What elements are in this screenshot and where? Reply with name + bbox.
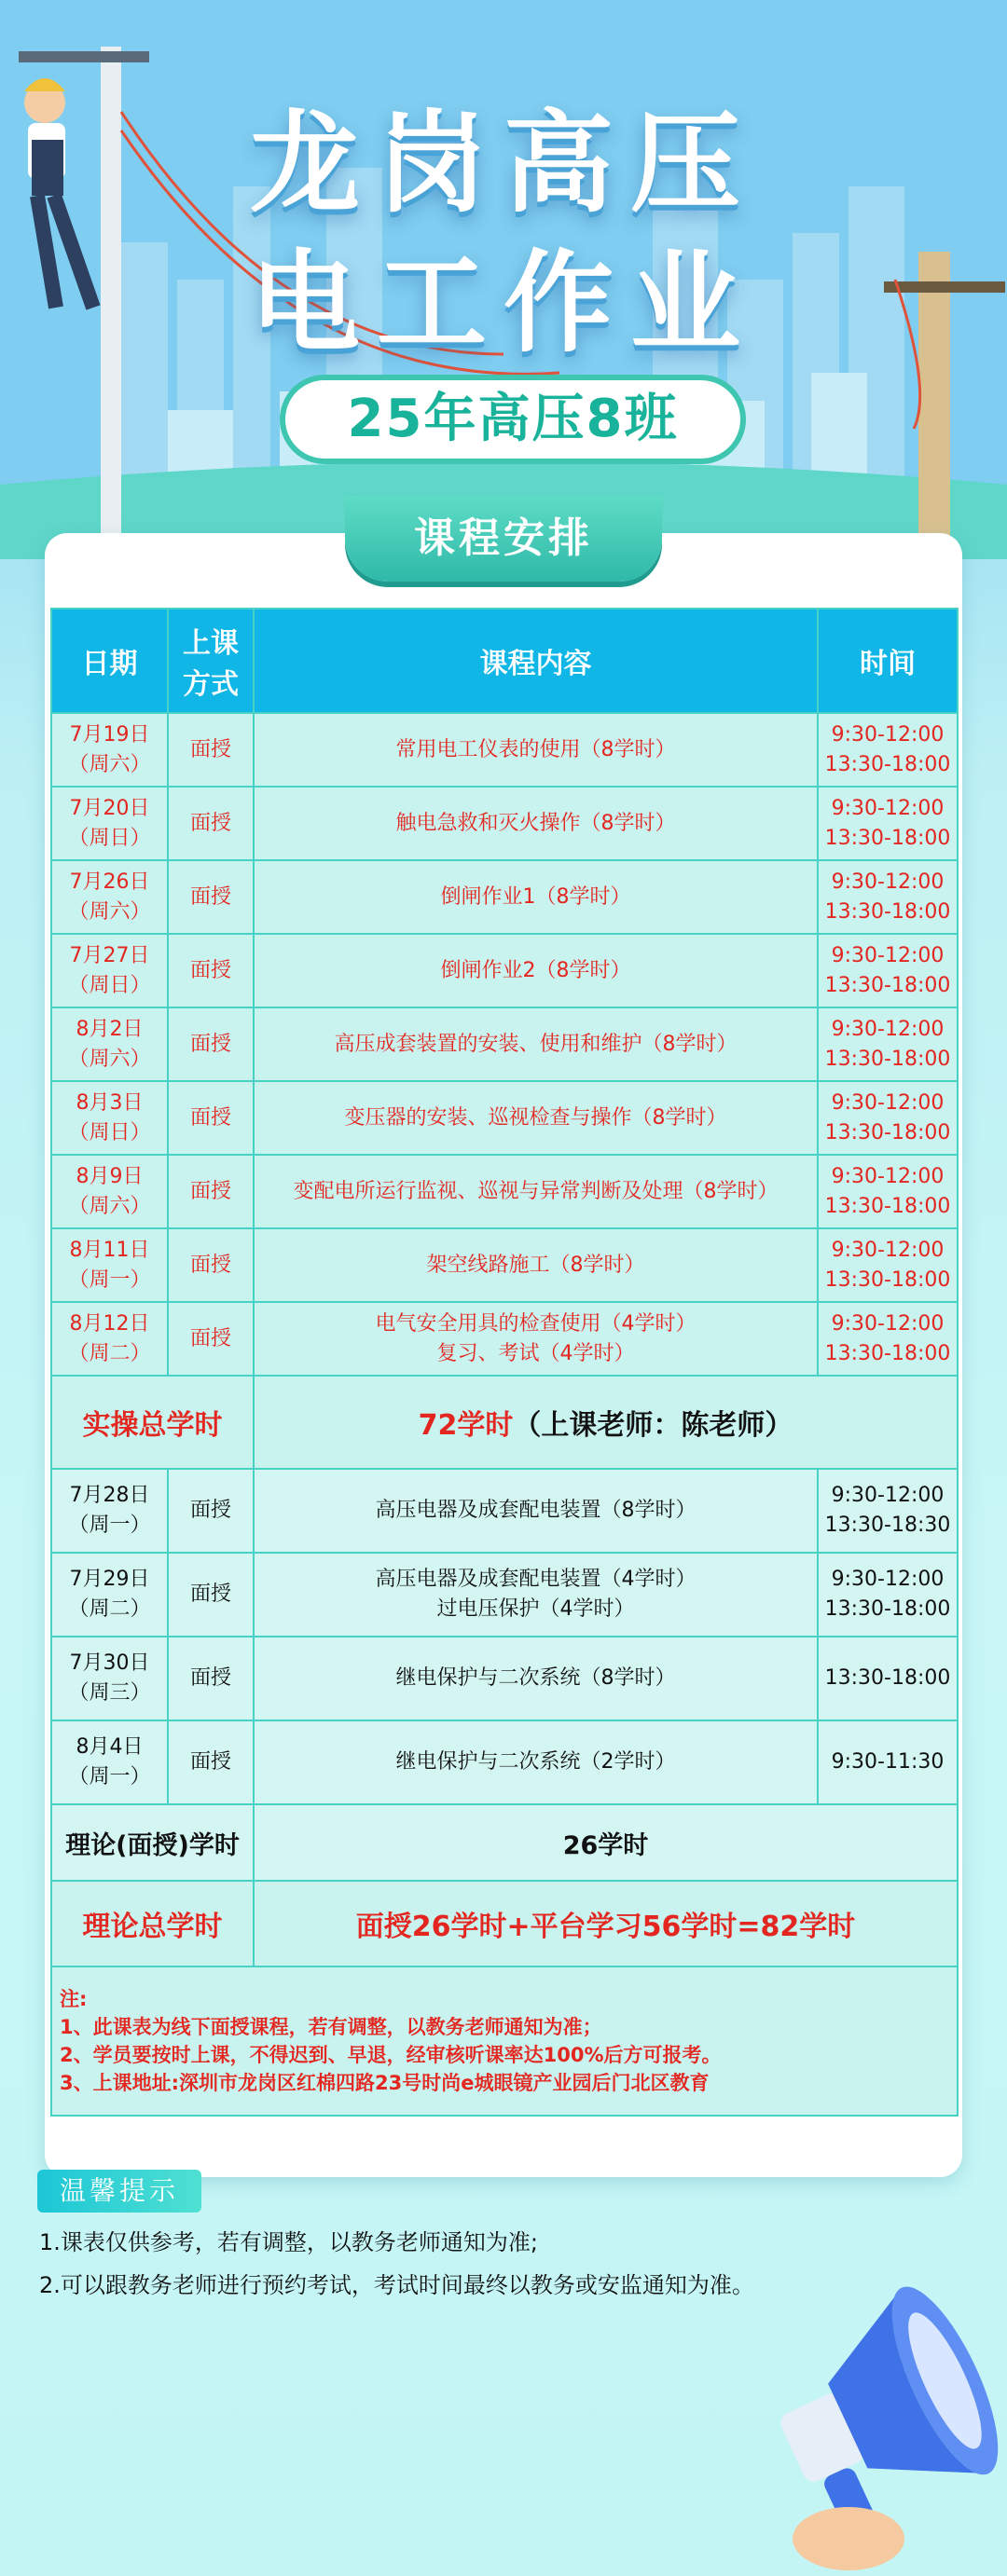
date-text: 8月12日 [69, 1311, 150, 1336]
content-cell [254, 1720, 818, 1804]
practical-total-label: 实操总学时 [51, 1376, 254, 1469]
mode-cell: 面授 [168, 860, 254, 934]
time-line: 9:30-12:00 [831, 1238, 945, 1262]
time-cell [818, 860, 958, 934]
weekday-text: （周日） [68, 826, 151, 850]
schedule-row [51, 860, 958, 934]
date-text: 7月30日 [69, 1651, 150, 1675]
date-cell [51, 1553, 168, 1637]
schedule-row [51, 1081, 958, 1155]
time-line: 9:30-12:00 [831, 1017, 945, 1041]
mode-cell: 面授 [168, 934, 254, 1007]
schedule-row [51, 1637, 958, 1720]
time-line: 13:30-18:00 [824, 1341, 951, 1365]
table-header-row [51, 609, 958, 713]
time-cell [818, 1155, 958, 1228]
date-cell [51, 787, 168, 860]
time-line: 9:30-12:00 [831, 722, 945, 747]
schedule-row [51, 1155, 958, 1228]
date-text: 8月2日 [76, 1017, 144, 1041]
content-cell [254, 1469, 818, 1553]
mode-cell: 面授 [168, 1553, 254, 1637]
time-line: 13:30-18:00 [824, 752, 951, 776]
note-line: 注: [60, 1988, 88, 2010]
date-cell [51, 1469, 168, 1553]
date-text: 7月27日 [69, 943, 150, 967]
content-line: 继电保护与二次系统（2学时） [395, 1750, 676, 1774]
section-title: 课程安排 [345, 496, 662, 582]
content-line: 高压电器及成套配电装置（4学时） [375, 1568, 697, 1591]
time-line: 9:30-12:00 [831, 1164, 945, 1188]
content-cell [254, 1553, 818, 1637]
mode-cell: 面授 [168, 1720, 254, 1804]
time-line: 9:30-12:00 [831, 1568, 945, 1591]
theory-face-label: 理论(面授)学时 [51, 1804, 254, 1881]
practical-total-row [51, 1376, 958, 1469]
schedule-row [51, 1228, 958, 1302]
mode-cell: 面授 [168, 1155, 254, 1228]
content-line: 过电压保护（4学时） [436, 1597, 635, 1621]
time-cell [818, 1553, 958, 1637]
theory-total-row [51, 1881, 958, 1966]
note-line: 1、此课表为线下面授课程，若有调整，以教务老师通知为准； [60, 2016, 602, 2038]
main-title-line2: 电工作业 [249, 239, 757, 367]
time-cell [818, 1637, 958, 1720]
hero-banner [0, 0, 1007, 559]
main-title-line1: 龙岗高压 [249, 99, 757, 227]
time-line: 13:30-18:00 [824, 1666, 951, 1690]
time-line: 9:30-12:00 [831, 870, 945, 894]
time-cell [818, 1081, 958, 1155]
date-text: 7月20日 [69, 796, 150, 820]
schedule-row [51, 934, 958, 1007]
content-cell [254, 1081, 818, 1155]
weekday-text: （周一） [68, 1267, 151, 1292]
header-content: 课程内容 [254, 609, 818, 713]
weekday-text: （周六） [68, 899, 151, 924]
mode-cell: 面授 [168, 713, 254, 787]
time-line: 9:30-12:00 [831, 943, 945, 967]
schedule-row [51, 713, 958, 787]
header-mode: 上课 方式 [168, 609, 254, 713]
date-cell [51, 1637, 168, 1720]
content-line: 架空线路施工（8学时） [426, 1253, 645, 1277]
content-cell [254, 1007, 818, 1081]
time-line: 13:30-18:00 [824, 1047, 951, 1071]
date-text: 7月28日 [69, 1484, 150, 1507]
content-cell [254, 1155, 818, 1228]
content-cell [254, 1637, 818, 1720]
weekday-text: （周日） [68, 973, 151, 997]
weekday-text: （周一） [68, 1765, 151, 1788]
theory-face-value: 26学时 [254, 1804, 958, 1881]
time-cell [818, 1720, 958, 1804]
weekday-text: （周六） [68, 752, 151, 776]
time-line: 9:30-12:00 [831, 1484, 945, 1507]
date-cell [51, 1007, 168, 1081]
weekday-text: （周三） [68, 1681, 151, 1705]
content-line: 高压成套装置的安装、使用和维护（8学时） [334, 1032, 738, 1056]
note-line: 2、学员要按时上课，不得迟到、早退，经审核听课率达100%后方可报考。 [60, 2044, 722, 2066]
date-cell [51, 1081, 168, 1155]
date-cell [51, 1720, 168, 1804]
time-cell [818, 713, 958, 787]
date-cell [51, 1155, 168, 1228]
note-line: 3、上课地址:深圳市龙岗区红棉四路23号时尚e城眼镜产业园后门北区教育 [60, 2072, 710, 2094]
time-line: 13:30-18:00 [824, 1120, 951, 1144]
content-cell [254, 787, 818, 860]
date-text: 8月9日 [76, 1164, 144, 1188]
weekday-text: （周二） [68, 1341, 151, 1365]
tips-title: 温馨提示 [37, 2170, 201, 2213]
weekday-text: （周六） [68, 1194, 151, 1218]
content-line: 高压电器及成套配电装置（8学时） [375, 1499, 697, 1522]
weekday-text: （周日） [68, 1120, 151, 1144]
notes-cell [51, 1966, 958, 2116]
megaphone-icon [765, 2268, 1007, 2576]
time-line: 13:30-18:00 [824, 899, 951, 924]
date-text: 8月11日 [69, 1238, 150, 1262]
mode-cell: 面授 [168, 1302, 254, 1376]
time-line: 13:30-18:30 [824, 1514, 951, 1537]
content-line: 触电急救和灭火操作（8学时） [395, 811, 676, 835]
content-cell [254, 860, 818, 934]
content-cell [254, 713, 818, 787]
schedule-row [51, 1302, 958, 1376]
time-cell [818, 1302, 958, 1376]
time-line: 13:30-18:00 [824, 973, 951, 997]
practical-total-value: 72学时（上课老师：陈老师） [254, 1376, 958, 1469]
mode-cell: 面授 [168, 1228, 254, 1302]
content-line: 变压器的安装、巡视检查与操作（8学时） [344, 1105, 727, 1130]
date-cell [51, 1302, 168, 1376]
date-cell [51, 860, 168, 934]
time-line: 13:30-18:00 [824, 826, 951, 850]
content-line: 复习、考试（4学时） [436, 1341, 635, 1365]
time-line: 9:30-12:00 [831, 796, 945, 820]
tip-item: 2.可以跟教务老师进行预约考试，考试时间最终以教务或安监通知为准。 [39, 2272, 754, 2298]
weekday-text: （周一） [68, 1514, 151, 1537]
content-line: 电气安全用具的检查使用（4学时） [375, 1311, 697, 1336]
notes-row [51, 1966, 958, 2116]
theory-face-row [51, 1804, 958, 1881]
schedule-row [51, 1720, 958, 1804]
time-line: 13:30-18:00 [824, 1597, 951, 1621]
theory-total-value: 面授26学时+平台学习56学时=82学时 [254, 1881, 958, 1966]
class-name-badge: 25年高压8班 [280, 375, 746, 464]
schedule-table [50, 608, 959, 2117]
time-cell [818, 934, 958, 1007]
date-text: 7月26日 [69, 870, 150, 894]
header-date: 日期 [51, 609, 168, 713]
schedule-row [51, 1553, 958, 1637]
mode-cell: 面授 [168, 787, 254, 860]
weekday-text: （周二） [68, 1597, 151, 1621]
date-cell [51, 934, 168, 1007]
time-line: 13:30-18:00 [824, 1194, 951, 1218]
date-text: 7月29日 [69, 1568, 150, 1591]
time-cell [818, 787, 958, 860]
theory-total-label: 理论总学时 [51, 1881, 254, 1966]
date-cell [51, 1228, 168, 1302]
content-cell [254, 934, 818, 1007]
date-text: 8月3日 [76, 1090, 144, 1115]
content-line: 倒闸作业2（8学时） [440, 958, 631, 982]
content-line: 继电保护与二次系统（8学时） [395, 1666, 676, 1690]
time-line: 13:30-18:00 [824, 1267, 951, 1292]
tip-item: 1.课表仅供参考，若有调整，以教务老师通知为准; [39, 2229, 538, 2255]
schedule-row [51, 1007, 958, 1081]
content-line: 倒闸作业1（8学时） [440, 884, 631, 909]
time-cell [818, 1469, 958, 1553]
content-cell [254, 1302, 818, 1376]
mode-cell: 面授 [168, 1081, 254, 1155]
time-cell [818, 1007, 958, 1081]
content-line: 常用电工仪表的使用（8学时） [395, 737, 676, 761]
weekday-text: （周六） [68, 1047, 151, 1071]
mode-cell: 面授 [168, 1469, 254, 1553]
time-line: 9:30-11:30 [831, 1750, 945, 1774]
schedule-row [51, 787, 958, 860]
content-cell [254, 1228, 818, 1302]
date-text: 7月19日 [69, 722, 150, 747]
mode-cell: 面授 [168, 1637, 254, 1720]
header-time: 时间 [818, 609, 958, 713]
mode-cell: 面授 [168, 1007, 254, 1081]
date-cell [51, 713, 168, 787]
content-line: 变配电所运行监视、巡视与异常判断及处理（8学时） [293, 1179, 779, 1203]
time-cell [818, 1228, 958, 1302]
time-line: 9:30-12:00 [831, 1090, 945, 1115]
schedule-row [51, 1469, 958, 1553]
time-line: 9:30-12:00 [831, 1311, 945, 1336]
date-text: 8月4日 [76, 1735, 144, 1759]
